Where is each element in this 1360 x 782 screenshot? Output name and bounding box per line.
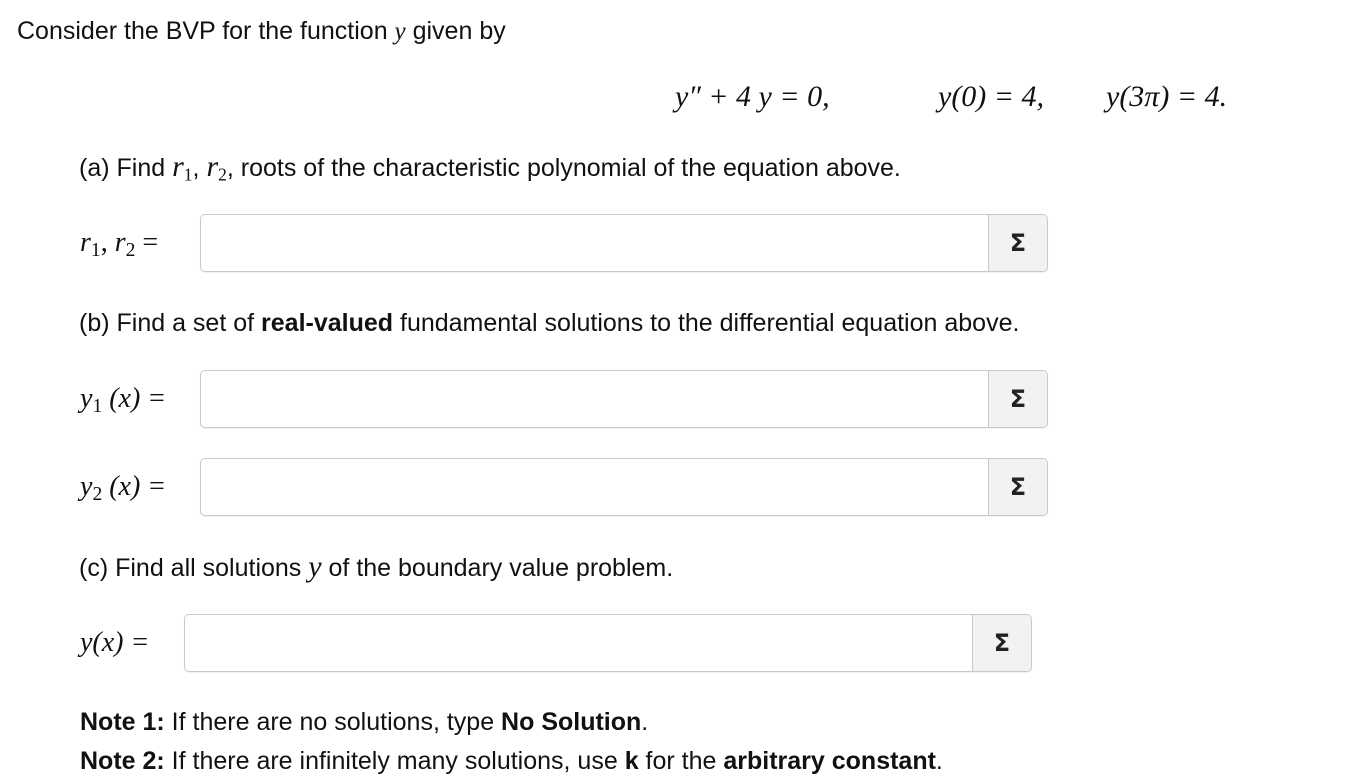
y2-label-arg: (x) = xyxy=(102,471,167,502)
part-a-before: (a) Find xyxy=(79,154,173,182)
part-a-r2: r xyxy=(206,150,219,183)
note-2-mid: for the xyxy=(638,747,724,775)
part-a-prompt xyxy=(79,152,901,183)
part-a-after: , roots of the characteristic polynomial of the equation above. xyxy=(226,154,901,182)
part-c-prompt xyxy=(79,552,673,583)
part-a-sep: , xyxy=(192,154,207,182)
intro-var: y xyxy=(394,18,406,45)
intro-after: given by xyxy=(405,17,506,45)
y2-sigma-button[interactable] xyxy=(988,459,1047,515)
y1-label-sub: 1 xyxy=(92,395,103,417)
roots-label xyxy=(80,226,158,260)
y-sigma-button[interactable] xyxy=(972,615,1031,671)
y1-label-y: y xyxy=(80,383,93,414)
y1-label xyxy=(80,382,166,416)
y-answer-box xyxy=(184,614,1032,672)
sigma-icon: Σ xyxy=(1009,473,1027,501)
boundary-condition-1: y(0) = 4, xyxy=(938,80,1045,113)
y2-label xyxy=(80,470,166,504)
sigma-icon: Σ xyxy=(1009,229,1027,257)
note-2-k: k xyxy=(624,747,639,775)
note-1-label: Note 1: xyxy=(80,708,165,736)
note-1-text: If there are no solutions, type xyxy=(164,708,502,736)
note-2-text: If there are infinitely many solutions, use xyxy=(164,747,625,775)
y1-label-arg: (x) = xyxy=(102,383,167,414)
y-label: y(x) = xyxy=(80,627,150,658)
y1-answer-box xyxy=(200,370,1048,428)
part-b-after: fundamental solutions to the differential equation above. xyxy=(393,309,1020,337)
note-2-bold: arbitrary constant xyxy=(723,747,936,775)
roots-sigma-button[interactable] xyxy=(988,215,1047,271)
part-a-sub1: 1 xyxy=(183,164,193,185)
roots-input[interactable] xyxy=(201,215,988,271)
y1-input[interactable] xyxy=(201,371,988,427)
part-c-before: (c) Find all solutions xyxy=(79,554,309,582)
roots-label-s1: 1 xyxy=(90,239,101,261)
ode-equation: y″ + 4 y = 0, xyxy=(675,80,830,113)
roots-label-r1: r xyxy=(80,227,91,258)
part-b-bold: real-valued xyxy=(261,309,394,337)
y2-label-sub: 2 xyxy=(92,483,103,505)
y1-sigma-button[interactable] xyxy=(988,371,1047,427)
part-a-r1: r xyxy=(172,150,184,183)
sigma-icon: Σ xyxy=(1009,385,1027,413)
y2-answer-box xyxy=(200,458,1048,516)
note-1-end: . xyxy=(641,708,649,736)
intro-text xyxy=(17,16,506,47)
part-b-before: (b) Find a set of xyxy=(79,309,262,337)
sigma-icon: Σ xyxy=(993,629,1011,657)
note-1 xyxy=(80,707,648,737)
y2-label-y: y xyxy=(80,471,93,502)
roots-label-comma: , xyxy=(100,227,115,258)
note-2-end: . xyxy=(935,747,943,775)
part-b-prompt xyxy=(79,308,1019,338)
roots-label-r2: r xyxy=(114,227,126,258)
note-1-bold: No Solution xyxy=(501,708,642,736)
y-input[interactable] xyxy=(185,615,972,671)
boundary-condition-2: y(3π) = 4. xyxy=(1106,80,1228,113)
part-c-after: of the boundary value problem. xyxy=(321,554,674,582)
roots-label-s2: 2 xyxy=(125,239,136,261)
note-2-label: Note 2: xyxy=(80,747,165,775)
part-a-sub2: 2 xyxy=(218,164,227,185)
note-2 xyxy=(80,746,943,776)
y2-input[interactable] xyxy=(201,459,988,515)
part-c-var: y xyxy=(308,550,322,583)
roots-answer-box xyxy=(200,214,1048,272)
roots-label-eq: = xyxy=(135,227,159,258)
intro-before: Consider the BVP for the function xyxy=(17,17,395,45)
